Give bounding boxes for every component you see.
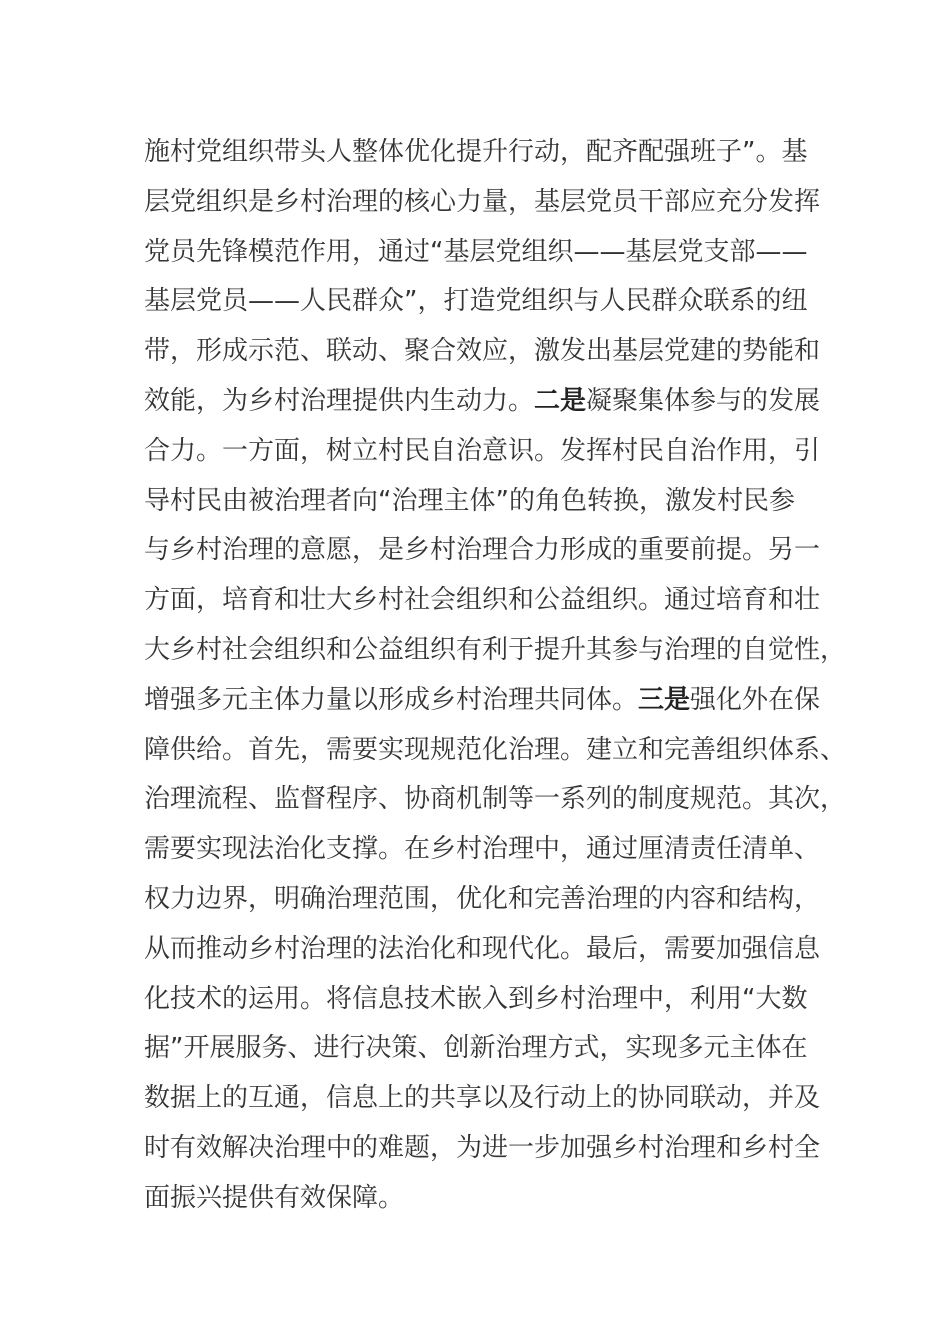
text-line: 带，形成示范、联动、聚合效应，激发出基层党建的势能和 bbox=[144, 336, 821, 367]
text-line: 党员先锋模范作用，通过“基层党组织——基层党支部—— bbox=[144, 236, 808, 267]
text-line: 权力边界，明确治理范围，优化和完善治理的内容和结构， bbox=[144, 883, 821, 914]
text-line: 需要实现法治化支撑。在乡村治理中，通过厘清责任清单、 bbox=[144, 834, 821, 865]
bold-marker-third: 三是 bbox=[638, 684, 691, 715]
text-line: 方面，培育和壮大乡村社会组织和公益组织。通过培育和壮 bbox=[144, 585, 821, 616]
text-line: 数据上的互通，信息上的共享以及行动上的协同联动，并及 bbox=[144, 1083, 821, 1114]
text-line: 导村民由被治理者向“治理主体”的角色转换，激发村民参 bbox=[144, 485, 795, 516]
text-line: 增强多元主体力量以形成乡村治理共同体。三是强化外在保 bbox=[144, 684, 821, 715]
text-line: 治理流程、监督程序、协商机制等一系列的制度规范。其次， bbox=[144, 784, 847, 815]
text-line: 与乡村治理的意愿，是乡村治理合力形成的重要前提。另一 bbox=[144, 535, 821, 566]
text-line: 从而推动乡村治理的法治化和现代化。最后，需要加强信息 bbox=[144, 933, 821, 964]
text-line: 层党组织是乡村治理的核心力量，基层党员干部应充分发挥 bbox=[144, 186, 821, 217]
text-line: 障供给。首先，需要实现规范化治理。建立和完善组织体系、 bbox=[144, 734, 847, 765]
text-line: 据”开展服务、进行决策、创新治理方式，实现多元主体在 bbox=[144, 1033, 808, 1064]
text-line: 大乡村社会组织和公益组织有利于提升其参与治理的自觉性， bbox=[144, 634, 847, 665]
text-line: 时有效解决治理中的难题，为进一步加强乡村治理和乡村全 bbox=[144, 1132, 821, 1163]
text-line: 基层党员——人民群众”，打造党组织与人民群众联系的纽 bbox=[144, 286, 808, 317]
text-line: 面振兴提供有效保障。 bbox=[144, 1182, 405, 1213]
text-line: 效能，为乡村治理提供内生动力。二是凝聚集体参与的发展 bbox=[144, 385, 821, 416]
body-paragraph bbox=[144, 128, 847, 1224]
text-line: 合力。一方面，树立村民自治意识。发挥村民自治作用，引 bbox=[144, 435, 821, 466]
text-line: 施村党组织带头人整体优化提升行动，配齐配强班子”。基 bbox=[144, 137, 808, 167]
text-line: 化技术的运用。将信息技术嵌入到乡村治理中，利用“大数 bbox=[144, 983, 808, 1014]
bold-marker-second: 二是 bbox=[534, 385, 587, 416]
